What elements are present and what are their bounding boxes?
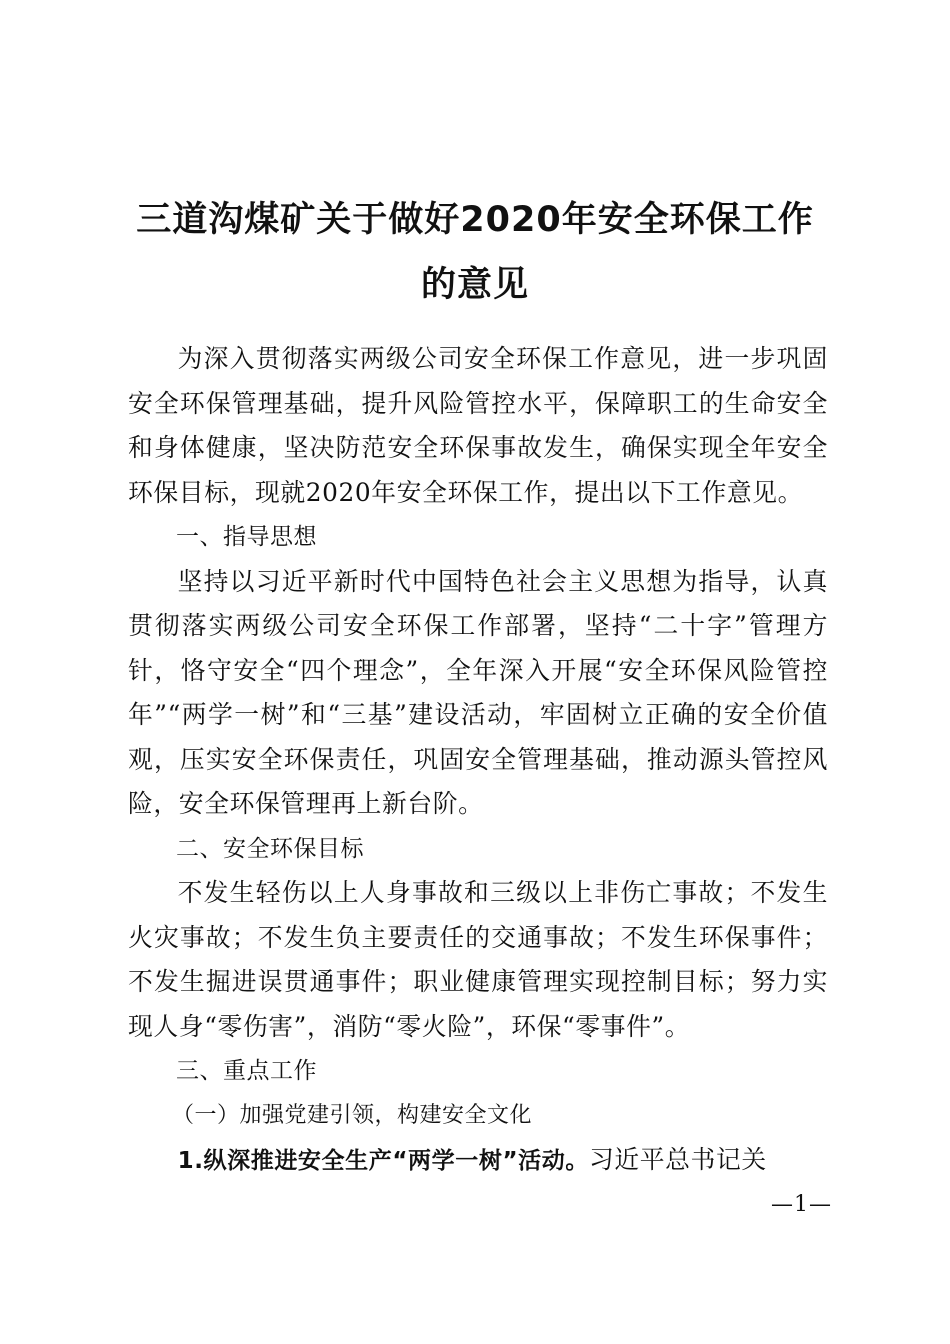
document-title-line-1: 三道沟煤矿关于做好2020年安全环保工作 — [136, 200, 814, 240]
document-body — [128, 337, 828, 1184]
page-number: —1— — [771, 1192, 832, 1217]
intro-paragraph: 为深入贯彻落实两级公司安全环保工作意见，进一步巩固安全环保管理基础，提升风险管控水平，保障职工的生命安全和身体健康，坚决防范安全环保事故发生，确保实现全年安全环保目标，现就2020年安全环保工作，提出以下工作意见。 — [128, 344, 828, 507]
section-3-heading: 三、重点工作 — [176, 1058, 317, 1084]
document-title-line-2: 的意见 — [420, 265, 529, 305]
item-1-lead: 1.纵深推进安全生产“两学一树”活动。 — [177, 1148, 589, 1174]
section-1-heading: 一、指导思想 — [176, 524, 317, 550]
section-2-paragraph: 不发生轻伤以上人身事故和三级以上非伤亡事故；不发生火灾事故；不发生负主要责任的交通事故；不发生环保事件；不发生掘进误贯通事件；职业健康管理实现控制目标；努力实现人身“零伤害”，消防“零火险”，环保“零事件”。 — [128, 878, 828, 1041]
item-1-text: 习近平总书记关 — [588, 1145, 767, 1174]
section-3-subheading: （一）加强党建引领，构建安全文化 — [172, 1102, 533, 1128]
section-2-heading: 二、安全环保目标 — [176, 835, 364, 862]
item-1-paragraph — [128, 1138, 828, 1184]
section-1-paragraph: 坚持以习近平新时代中国特色社会主义思想为指导，认真贯彻落实两级公司安全环保工作部署，坚持“二十字”管理方针，恪守安全“四个理念”，全年深入开展“安全环保风险管控年”“两学一树”和“三基”建设活动，牢固树立正确的安全价值观，压实安全环保责任，巩固安全管理基础，推动源头管控风险，安全环保管理再上新台阶。 — [128, 566, 828, 818]
